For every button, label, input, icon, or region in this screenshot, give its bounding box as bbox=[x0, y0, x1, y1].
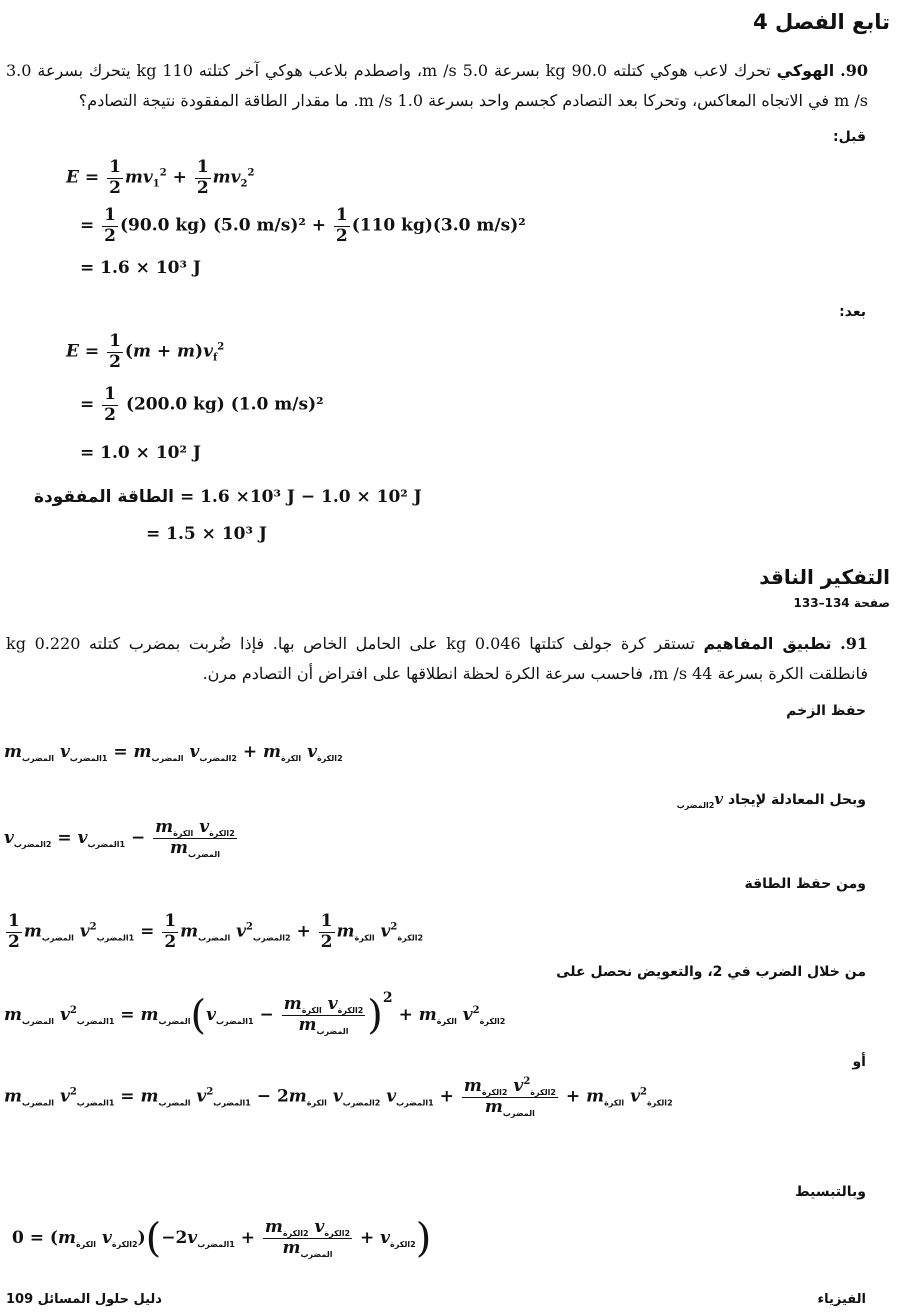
club-subscript: المضرب bbox=[502, 1109, 535, 1119]
ball-subscript: الكرة bbox=[481, 1088, 502, 1097]
footer-subject: الفيزياء bbox=[817, 1292, 866, 1307]
ball-subscript: الكرة bbox=[479, 1017, 500, 1026]
ball-subscript: الكرة bbox=[173, 829, 194, 838]
ball-subscript: الكرة bbox=[530, 1088, 551, 1097]
club-subscript: المضرب bbox=[96, 933, 129, 943]
club-subscript: المضرب bbox=[300, 1250, 333, 1260]
energy-after-result: = 1.0 × 10² J bbox=[80, 443, 201, 463]
energy-after-substitution: = $\frac{1}{2}$ (200.0 kg) (1.0 m/s)² bbox=[80, 384, 324, 425]
energy-before-result: = 1.6 × 10³ J bbox=[80, 258, 201, 278]
ball-subscript: الكرة bbox=[646, 1098, 668, 1108]
chapter-heading: تابع الفصل 4 bbox=[753, 10, 890, 34]
ball-subscript: الكرة bbox=[397, 933, 418, 943]
club-subscript: المضرب bbox=[76, 1017, 109, 1026]
club-subscript: المضرب bbox=[22, 1098, 55, 1108]
ball-subscript: الكرة bbox=[306, 1098, 327, 1108]
ball-subscript: الكرة bbox=[436, 1017, 457, 1026]
club-subscript: المضرب bbox=[187, 850, 220, 860]
club-subscript: المضرب bbox=[252, 933, 285, 943]
ball-subscript: الكرة bbox=[390, 1240, 411, 1250]
club-subscript: المضرب bbox=[76, 1098, 109, 1108]
problem-number: 91. bbox=[840, 634, 869, 653]
energy-lost-expression: = 1.6 ×10³ J − 1.0 × 10² J bbox=[179, 487, 422, 507]
club-subscript: المضرب bbox=[41, 933, 74, 943]
club-subscript: المضرب bbox=[87, 840, 120, 850]
or-label: أو bbox=[852, 1054, 866, 1070]
ball-subscript: الكرة bbox=[354, 933, 375, 943]
energy-before-equation: E = $\frac{1}{2}$ $mv_1^2$ + $\frac{1}{2}$ $mv_2^2$ bbox=[66, 157, 255, 198]
substitution-terms-b: (110 kg)(3.0 m/s)² bbox=[351, 215, 526, 236]
energy-conservation-label: ومن حفظ الطاقة bbox=[744, 876, 866, 892]
momentum-conservation-label: حفظ الزخم bbox=[786, 703, 866, 719]
club-subscript: المضرب bbox=[199, 754, 232, 763]
solve-for-label: وبحل المعادلة لإيجاد $v_{2المضرب}$ bbox=[676, 790, 866, 810]
problem-number: 90. bbox=[840, 61, 869, 80]
ball-subscript: الكرة bbox=[75, 1240, 97, 1250]
club-subscript: المضرب bbox=[158, 1098, 191, 1108]
simplify-label: وبالتبسيط bbox=[795, 1184, 866, 1200]
club-subscript: المضرب bbox=[213, 1098, 246, 1108]
section-title: التفكير الناقد bbox=[759, 565, 890, 589]
section-pages: صفحة 134–133 bbox=[793, 596, 890, 610]
ball-subscript: الكرة bbox=[209, 829, 230, 838]
club-subscript: المضرب bbox=[198, 933, 231, 943]
after-substitution-terms: (200.0 kg) (1.0 m/s)² bbox=[125, 394, 324, 415]
before-label: قبل: bbox=[833, 129, 866, 145]
problem-topic: تطبيق المفاهيم bbox=[703, 634, 832, 653]
ball-subscript: الكرة bbox=[316, 754, 338, 763]
ball-subscript: الكرة bbox=[337, 1005, 358, 1015]
footer-page-label: دليل حلول المسائل 109 bbox=[6, 1292, 162, 1307]
club-subscript: المضرب bbox=[13, 840, 46, 850]
problem-text: تحرك لاعب هوكي كتلته 90.0 kg بسرعة 5.0 m /s، واصطدم بلاعب هوكي آخر كتلته 110 kg يتحرك بسرعة 3.0 m /s في الاتجاه المعاكس، وتحركا بعد التصادم كجسم واحد بسرعة 1.0 m /s. ما مقدار الطاقة المفقودة نتيجة التصادم؟ bbox=[6, 61, 868, 110]
energy-conservation-equation: $\frac{1}{2}$ $m_{المضرب}$ $v^2_{1المضرب}$ = $\frac{1}{2}$ $m_{المضرب}$ $v^2_{2المضرب}$ + $\frac{1}{2}$ $m_{الكرة}$ $v^2_{2الكرة}$ bbox=[8, 911, 424, 952]
substituted-energy-equation: $m_{المضرب}$ $v^2_{1المضرب} = m_{المضرب}(v$ $_{1المضرب}$ − $\frac{m_{الكرة} v _{2الكرة}}{m_{المضرب}}$ )$^2 + m_{الكرة}$ $v^2_{2الكرة}$ bbox=[4, 990, 506, 1039]
substitution-terms-a: (90.0 kg) (5.0 m/s)² + bbox=[120, 215, 326, 236]
after-label: بعد: bbox=[839, 304, 866, 320]
ball-subscript: الكرة bbox=[281, 754, 302, 763]
simplified-equation: $0 = (m_{الكرة}$ v $_{2الكرة}$ )(−2v $_{1المضرب}$ + $\frac{m _{2الكرة} v _{2الكرة}}{m_{المضرب}}$ + v $_{2الكرة}$ ) bbox=[12, 1215, 432, 1262]
club-subscript: المضرب bbox=[396, 1098, 429, 1108]
energy-lost-equation bbox=[34, 487, 422, 507]
expanded-energy-equation: $m_{المضرب}$ $v^2_{1المضرب} = m_{المضرب}$ $v^2_{1المضرب} - 2m_{الكرة}$ v $_{2المضرب}$ v $_{1المضرب}$ + $\frac{m _{2الكرة} v^2_{2الكرة}}{m_{المضرب}}$ + $m_{الكرة}$ $v^2_{2الكرة}$ bbox=[4, 1076, 673, 1119]
problem-90-statement bbox=[6, 56, 868, 116]
energy-lost-label: الطاقة المفقودة bbox=[34, 487, 175, 507]
solve-for-text: وبحل المعادلة لإيجاد bbox=[727, 792, 866, 808]
club-subscript: المضرب bbox=[676, 801, 709, 810]
momentum-equation: $m_{المضرب}$ v $_{1المضرب} = m_{المضرب}$ v $_{2المضرب} + m_{الكرة}$ v $_{2الكرة}$ bbox=[4, 742, 343, 763]
problem-topic: الهوكي bbox=[776, 61, 835, 80]
problem-91-statement bbox=[6, 629, 868, 689]
multiply-substitute-label: من خلال الضرب في 2، والتعويض نحصل على bbox=[556, 964, 866, 980]
club-subscript: المضرب bbox=[216, 1017, 249, 1026]
ball-subscript: الكرة bbox=[324, 1229, 345, 1238]
club-subscript: المضرب bbox=[316, 1027, 349, 1036]
club-subscript: المضرب bbox=[69, 754, 102, 763]
club-subscript: المضرب bbox=[197, 1240, 230, 1250]
club-subscript: المضرب bbox=[151, 754, 184, 763]
energy-before-substitution: = $\frac{1}{2}$ (90.0 kg) (5.0 m/s)² + $\frac{1}{2}$ (110 kg)(3.0 m/s)² bbox=[80, 205, 526, 246]
problem-text: تستقر كرة جولف كتلتها 0.046 kg على الحامل الخاص بها. فإذا ضُربت بمضرب كتلته 0.220 kg فانطلقت الكرة بسرعة 44 m /s، فاحسب سرعة الكرة لحظة انطلاقها على افتراض أن التصادم مرن. bbox=[6, 634, 868, 683]
energy-after-equation: E = $\frac{1}{2}$ $(m + m)v_f^2$ bbox=[66, 331, 225, 372]
ball-subscript: الكرة bbox=[282, 1229, 303, 1238]
club-subscript: المضرب bbox=[22, 754, 55, 763]
ball-subscript: الكرة bbox=[301, 1005, 322, 1015]
club-subscript: المضرب bbox=[158, 1017, 191, 1026]
ball-subscript: الكرة bbox=[111, 1240, 132, 1250]
club-velocity-equation: v $_{2المضرب}$ = v $_{1المضرب}$ − $\frac{m_{الكرة} v _{2الكرة}}{m_{المضرب}}$ bbox=[4, 817, 235, 860]
energy-lost-result: = 1.5 × 10³ J bbox=[146, 524, 267, 544]
club-subscript: المضرب bbox=[342, 1098, 375, 1108]
club-subscript: المضرب bbox=[22, 1017, 55, 1026]
ball-subscript: الكرة bbox=[604, 1098, 625, 1108]
